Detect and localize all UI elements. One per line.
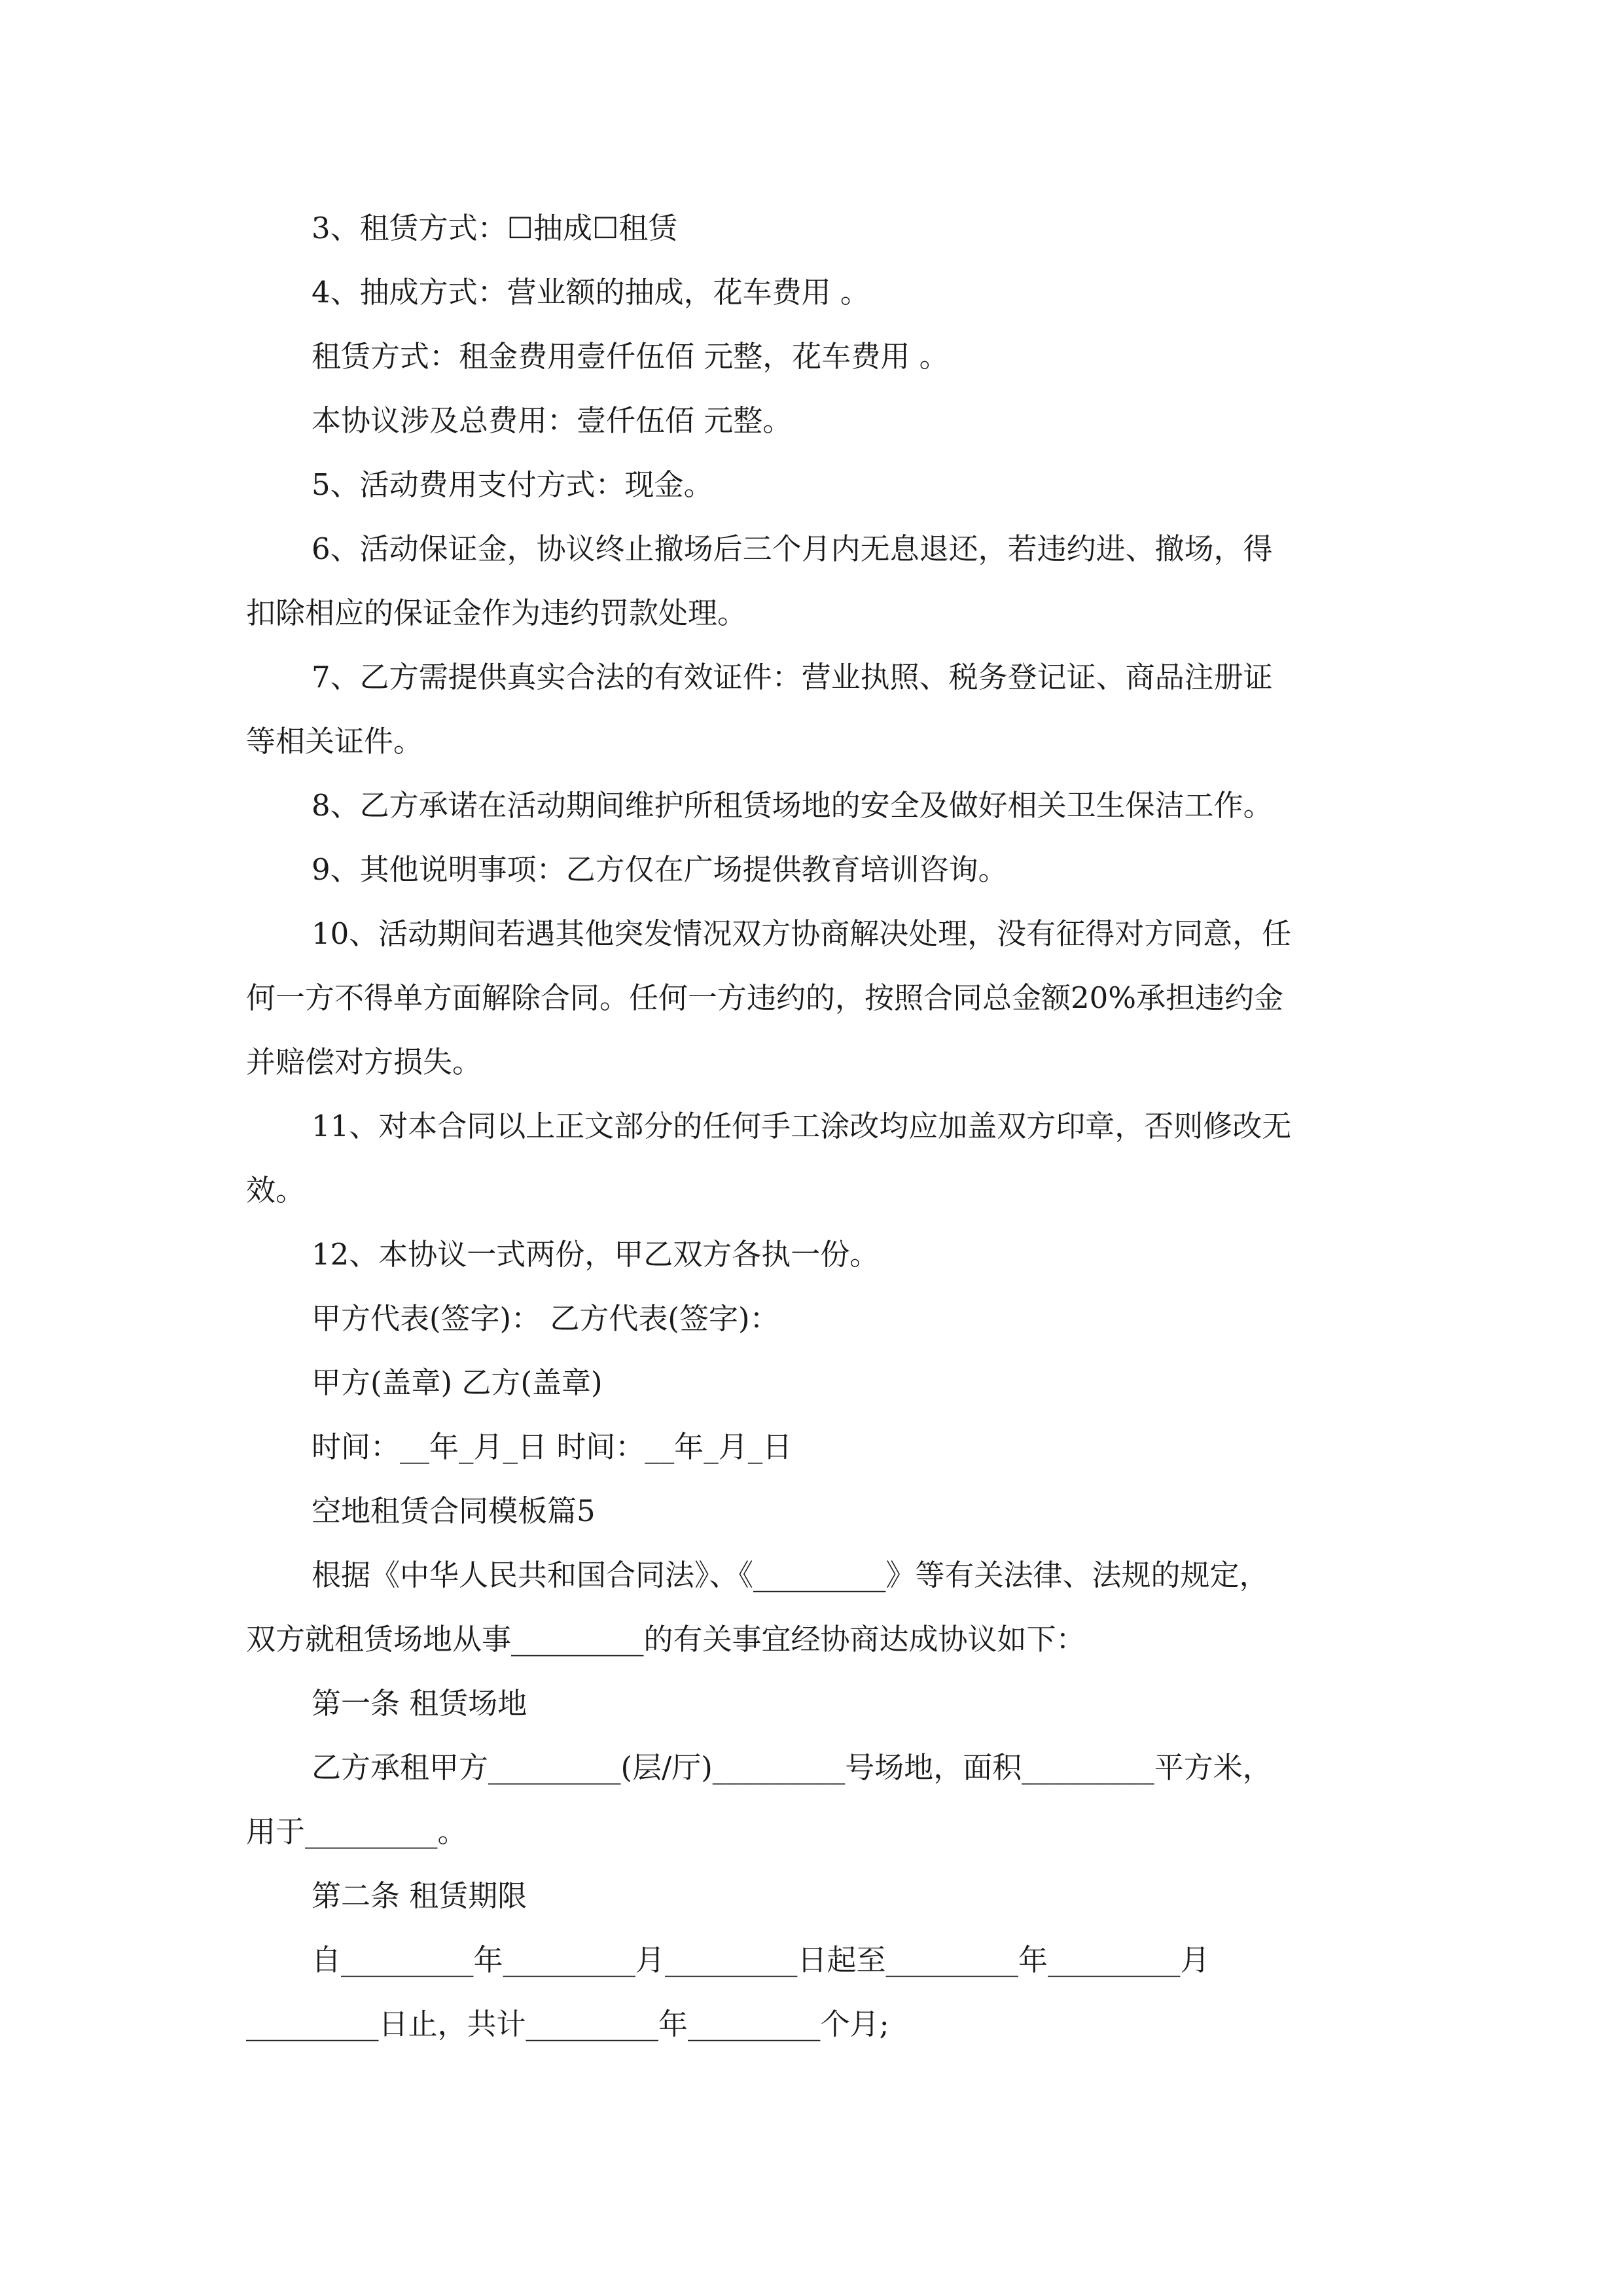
text-line: 8、乙方承诺在活动期间维护所租赁场地的安全及做好相关卫生保洁工作。 — [312, 788, 1273, 823]
text-line: 11、对本合同以上正文部分的任何手工涂改均应加盖双方印章，否则修改无 — [312, 1109, 1292, 1143]
text-line: 本协议涉及总费用：壹仟伍佰 元整。 — [312, 403, 793, 438]
date-line: 时间：__年_月_日 时间：__年_月_日 — [312, 1429, 793, 1464]
text-line: _________日止，共计_________年_________个月; — [246, 2007, 889, 2041]
text-line: 10、活动期间若遇其他突发情况双方协商解决处理，没有征得对方同意，任 — [312, 916, 1292, 951]
text-line: 乙方承租甲方_________(层/厅)_________号场地，面积_________平方米， — [312, 1750, 1272, 1785]
text-line: 6、活动保证金，协议终止撤场后三个月内无息退还，若违约进、撤场，得 — [312, 531, 1273, 566]
text-line: 9、其他说明事项：乙方仅在广场提供教育培训咨询。 — [312, 852, 1008, 887]
text-line: 5、活动费用支付方式：现金。 — [312, 467, 713, 502]
text-line: 扣除相应的保证金作为违约罚款处理。 — [246, 596, 747, 630]
signature-line: 甲方代表(签字)： 乙方代表(签字)： — [312, 1301, 779, 1336]
text-line: 3、租赁方式：☐抽成☐租赁 — [312, 211, 678, 245]
text-line: 并赔偿对方损失。 — [246, 1045, 482, 1079]
text-line: 等相关证件。 — [246, 724, 423, 759]
text-line: 自_________年_________月_________日起至_________年_________月 — [312, 1943, 1210, 1977]
text-line: 4、抽成方式：营业额的抽成，花车费用 。 — [312, 275, 870, 310]
article-heading: 第一条 租赁场地 — [312, 1686, 527, 1721]
text-line: 效。 — [246, 1173, 306, 1208]
text-line: 7、乙方需提供真实合法的有效证件：营业执照、税务登记证、商品注册证 — [312, 660, 1273, 694]
text-line: 何一方不得单方面解除合同。任何一方违约的，按照合同总金额20%承担违约金 — [246, 980, 1284, 1015]
text-line: 根据《中华人民共和国合同法》、《_________》等有关法律、法规的规定， — [312, 1558, 1269, 1592]
seal-line: 甲方(盖章) 乙方(盖章) — [312, 1365, 603, 1400]
text-line: 用于_________。 — [246, 1814, 467, 1849]
text-line: 12、本协议一式两份，甲乙双方各执一份。 — [312, 1237, 880, 1272]
article-heading: 第二条 租赁期限 — [312, 1878, 527, 1913]
text-line: 双方就租赁场地从事_________的有关事宜经协商达成协议如下： — [246, 1622, 1086, 1657]
text-line: 租赁方式：租金费用壹仟伍佰 元整，花车费用 。 — [312, 339, 949, 374]
section-title: 空地租赁合同模板篇5 — [312, 1494, 596, 1528]
